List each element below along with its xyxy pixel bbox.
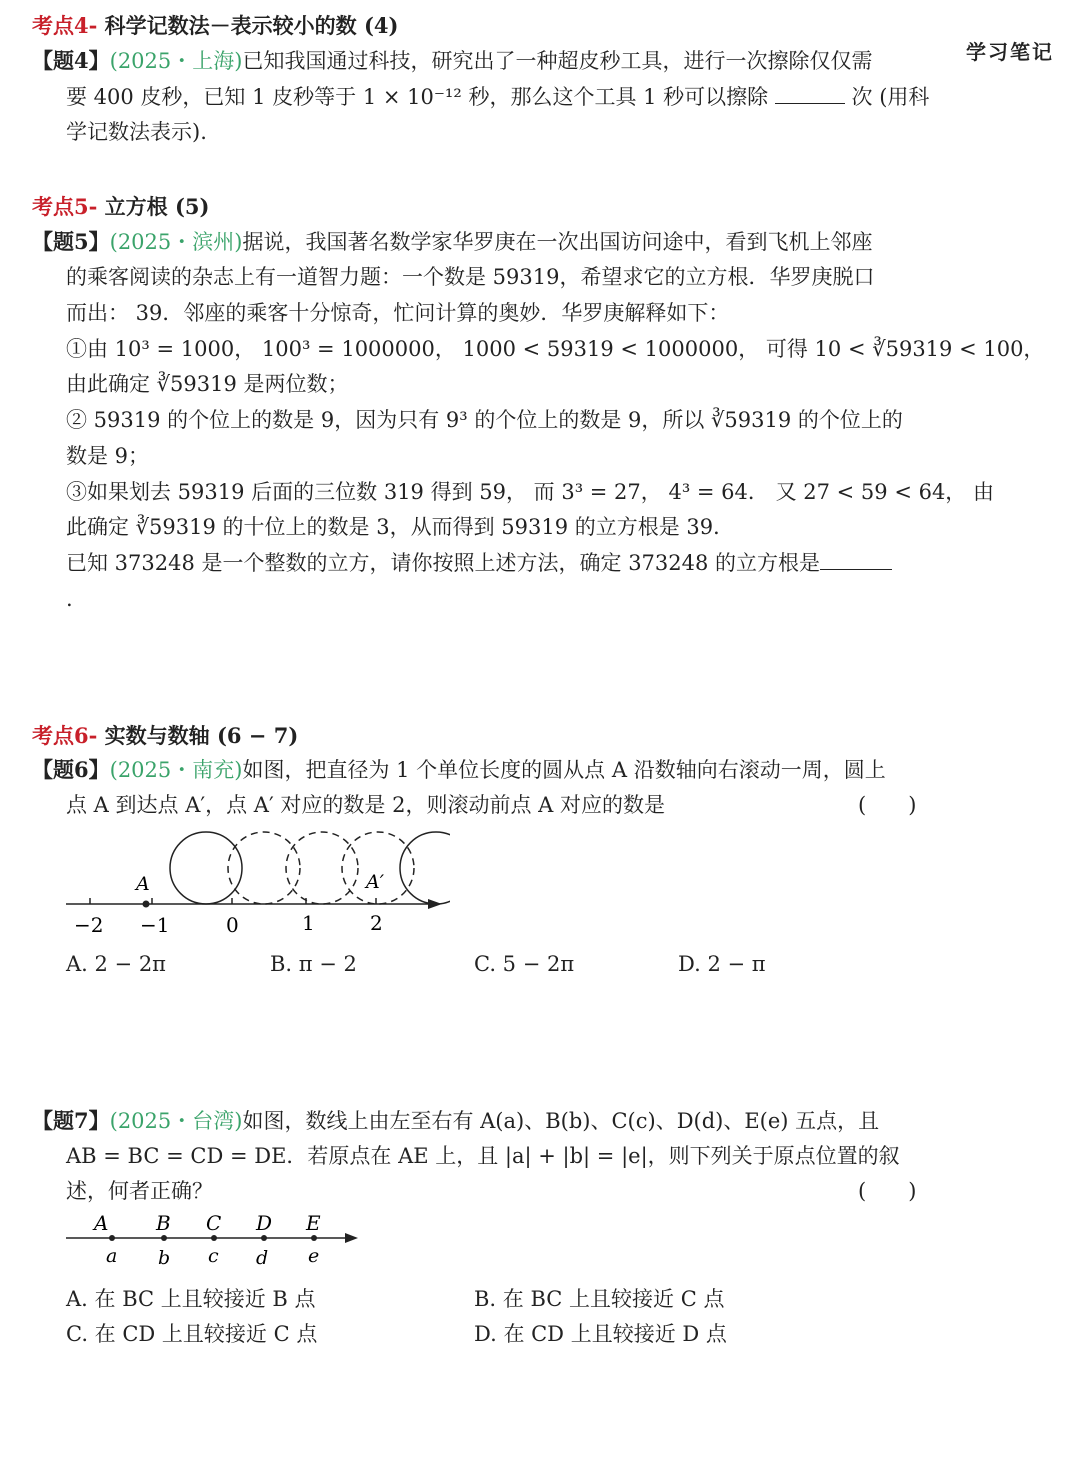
kp4-label: 考点4-: [32, 13, 98, 38]
point-d-label: D: [256, 1211, 273, 1235]
q7-option-d[interactable]: D. 在 CD 上且较接近 D 点: [474, 1322, 727, 1346]
q7-number-line-figure: [60, 1208, 370, 1272]
q7-option-c[interactable]: C. 在 CD 上且较接近 C 点: [66, 1322, 318, 1346]
value-d-label: d: [256, 1247, 269, 1269]
point-a-dot: [109, 1235, 115, 1241]
point-d-dot: [261, 1235, 267, 1241]
value-c-label: c: [208, 1245, 219, 1267]
q7-tag: 【题7】: [32, 1108, 110, 1133]
tick-label-2: 2: [370, 911, 383, 935]
value-e-label: e: [308, 1245, 320, 1267]
q4-line2: [66, 82, 929, 112]
q6-option-c[interactable]: C. 5 − 2π: [474, 952, 575, 976]
q7-line2: AB = BC = CD = DE．若原点在 AE 上，且 |a| + |b| = |e|，则下列关于原点位置的叙: [66, 1144, 900, 1168]
axis-arrow: [428, 899, 442, 909]
q7-line3: 述，何者正确？: [66, 1179, 213, 1203]
q6-source: (2025・南充): [109, 758, 243, 782]
q4-source: (2025・上海): [109, 49, 243, 73]
point-a-label: A: [136, 873, 150, 895]
q5-text-1: 据说，我国著名数学家华罗庚在一次出国访问途中，看到飞机上邻座: [242, 230, 873, 254]
q5-line5: 由此确定 ∛59319 是两位数；: [66, 372, 349, 396]
kp6-title: 实数与数轴 (6 − 7): [104, 723, 299, 748]
tick-label-0: 0: [226, 913, 239, 937]
tick-label-neg2: −2: [74, 913, 104, 937]
q4-line3: 学记数法表示).: [66, 120, 207, 144]
q7-option-a[interactable]: A. 在 BC 上且较接近 B 点: [66, 1287, 316, 1311]
study-notes-label: 学习笔记: [966, 40, 1054, 64]
q5-line3: 而出： 39．邻座的乘客十分惊奇，忙问计算的奥妙．华罗庚解释如下：: [66, 301, 730, 325]
q5-line10: [66, 548, 892, 578]
section-heading-kp5: [32, 191, 209, 221]
q6-option-d[interactable]: D. 2 − π: [678, 952, 766, 976]
q6-option-b[interactable]: B. π − 2: [270, 952, 357, 976]
q7-source: (2025・台湾): [109, 1109, 243, 1133]
q6-text-1: 如图，把直径为 1 个单位长度的圆从点 A 沿数轴向右滚动一周，圆上: [242, 758, 886, 782]
kp6-label: 考点6-: [32, 723, 98, 748]
q5-line6: ② 59319 的个位上的数是 9，因为只有 9³ 的个位上的数是 9，所以 ∛59319 的个位上的: [66, 408, 903, 432]
point-e-label: E: [306, 1211, 321, 1235]
q7-answer-paren[interactable]: ( ): [858, 1179, 917, 1203]
q5-line1: [32, 227, 872, 257]
q5-line11: .: [66, 587, 73, 611]
value-b-label: b: [158, 1247, 171, 1269]
point-a-prime-label: A′: [366, 871, 385, 893]
q6-line2: 点 A 到达点 A′，点 A′ 对应的数是 2，则滚动前点 A 对应的数是: [66, 793, 665, 817]
q5-answer-blank[interactable]: [820, 551, 892, 570]
circle-dashed-2: [286, 832, 358, 904]
q5-line7: 数是 9；: [66, 444, 150, 468]
tick-label-1: 1: [302, 911, 315, 935]
axis-arrow: [345, 1233, 358, 1243]
q5-source: (2025・滨州): [109, 230, 243, 254]
q5-line9: 此确定 ∛59319 的十位上的数是 3，从而得到 59319 的立方根是 39．: [66, 515, 735, 539]
q4-line1: [32, 46, 872, 76]
point-e-dot: [311, 1235, 317, 1241]
circle-start: [170, 832, 242, 904]
q6-number-line-figure: [60, 828, 450, 940]
q6-option-a[interactable]: A. 2 − 2π: [66, 952, 166, 976]
section-heading-kp4: [32, 10, 398, 40]
point-c-label: C: [206, 1211, 222, 1235]
q7-option-b[interactable]: B. 在 BC 上且较接近 C 点: [474, 1287, 725, 1311]
section-heading-kp6: [32, 720, 298, 750]
point-b-dot: [161, 1235, 167, 1241]
rolling-circles: [170, 832, 450, 904]
q5-text-10: 已知 373248 是一个整数的立方，请你按照上述方法，确定 373248 的立方根是: [66, 551, 821, 575]
q6-answer-paren[interactable]: ( ): [858, 793, 917, 817]
q4-text-2a: 要 400 皮秒，已知 1 皮秒等于 1 × 10⁻¹² 秒，那么这个工具 1 秒可以擦除: [66, 85, 769, 109]
q4-text-1: 已知我国通过科技，研究出了一种超皮秒工具，进行一次擦除仅仅需: [242, 49, 873, 73]
point-c-dot: [211, 1235, 217, 1241]
kp5-title: 立方根 (5): [104, 194, 210, 219]
point-b-label: B: [156, 1211, 171, 1235]
q6-tag: 【题6】: [32, 757, 110, 782]
q5-line4: ①由 10³ = 1000， 100³ = 1000000， 1000 < 59319 < 1000000， 可得 10 < ∛59319 < 100，: [66, 337, 1045, 361]
point-a-label: A: [94, 1211, 109, 1235]
q6-line1: [32, 755, 886, 785]
q4-answer-blank[interactable]: [775, 85, 845, 104]
q4-tag: 【题4】: [32, 48, 110, 73]
tick-label-neg1: −1: [140, 913, 170, 937]
point-a-dot: [143, 901, 150, 908]
circle-dashed-1: [228, 832, 300, 904]
circle-dashed-3: [342, 832, 414, 904]
q7-line1: [32, 1106, 879, 1136]
q7-text-1: 如图，数线上由左至右有 A(a)、B(b)、C(c)、D(d)、E(e) 五点，且: [242, 1109, 880, 1133]
q5-tag: 【题5】: [32, 229, 110, 254]
kp5-label: 考点5-: [32, 194, 98, 219]
circle-end: [400, 832, 450, 904]
kp4-title: 科学记数法－表示较小的数 (4): [104, 13, 399, 38]
q5-line2: 的乘客阅读的杂志上有一道智力题：一个数是 59319，希望求它的立方根．华罗庚脱口: [66, 265, 875, 289]
value-a-label: a: [106, 1245, 118, 1267]
q5-line8: ③如果划去 59319 后面的三位数 319 得到 59， 而 3³ = 27， 4³ = 64． 又 27 < 59 < 64， 由: [66, 480, 994, 504]
q4-text-2b: 次 (用科: [851, 85, 930, 109]
axis-ticks: [90, 898, 376, 904]
